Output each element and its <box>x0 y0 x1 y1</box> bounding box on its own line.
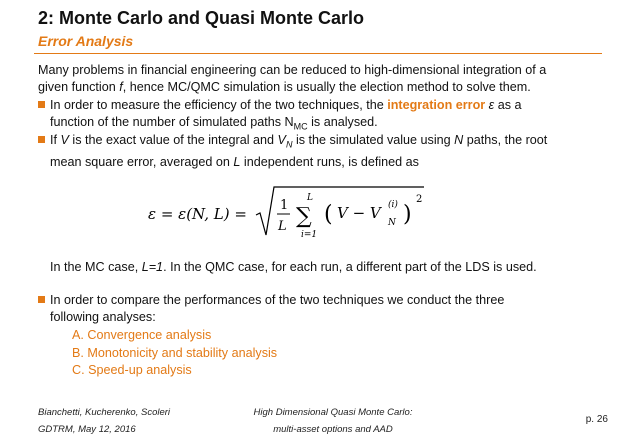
formula-lhs: ε = ε(N, L) = <box>148 205 247 223</box>
vn-symbol: V <box>277 133 286 147</box>
left-paren: ( <box>324 202 333 227</box>
bullet-2-text-c: is the simulated value using <box>292 133 455 147</box>
epsilon-symbol: ε <box>488 98 495 112</box>
nmc-subscript: MC <box>293 121 308 132</box>
footer-talk-line-1: High Dimensional Quasi Monte Carlo: <box>253 407 413 418</box>
footer-talk-title <box>248 404 418 438</box>
power-exponent: 2 <box>416 194 423 205</box>
page-number: p. 26 <box>585 414 608 425</box>
term-superscript: (i) <box>388 200 398 210</box>
bullet-1-line-1 <box>38 97 522 114</box>
mc-note-text: In the MC case, <box>50 260 142 274</box>
l-equals-one: L=1 <box>141 260 164 274</box>
bullet-square-icon <box>38 101 45 108</box>
bullet-3-text: In order to compare the performances of the two techniques we conduct the three <box>50 293 505 307</box>
sum-upper-limit: L <box>307 193 313 203</box>
bullet-3-line-2: following analyses: <box>50 310 156 324</box>
right-paren: ) <box>403 202 412 227</box>
list-item: A. Convergence analysis <box>72 328 212 342</box>
sum-lower-limit: i=1 <box>301 230 318 240</box>
intro-text-end: , hence MC/QMC simulation is usually the election method to solve them. <box>122 80 531 94</box>
bullet-1-text-2: function of the number of simulated paths N <box>50 115 294 129</box>
bullet-square-icon <box>38 136 45 143</box>
bullet-2-text-b: is the exact value of the integral and <box>68 133 278 147</box>
bullet-2-line-1 <box>38 132 547 154</box>
l-symbol: L <box>233 154 241 169</box>
sum-sign: ∑ <box>296 204 312 229</box>
slide-title: 2: Monte Carlo and Quasi Monte Carlo <box>38 8 365 28</box>
vn-subscript: N <box>285 139 293 150</box>
fraction-numerator: 1 <box>280 198 289 213</box>
mc-case-note <box>50 259 537 276</box>
footer-authors-block <box>38 404 170 438</box>
intro-text: given function <box>38 80 120 94</box>
integration-error-highlight: integration error <box>387 98 486 112</box>
bullet-2-text-e: mean square error, averaged on <box>50 154 234 169</box>
slide-subtitle: Error Analysis <box>38 33 134 49</box>
bullet-1-text-end: as a <box>494 98 522 112</box>
intro-line-2 <box>38 79 546 96</box>
bullet-2-line-2 <box>38 154 547 171</box>
bullet-1-text: In order to measure the efficiency of the two techniques, the <box>50 98 388 112</box>
header-divider <box>34 53 602 54</box>
v-symbol: V <box>60 133 69 147</box>
bullet-1-text-3: is analysed. <box>307 115 378 129</box>
bullet-integration-error <box>38 97 522 136</box>
list-item: C. Speed-up analysis <box>72 363 192 377</box>
intro-paragraph <box>38 62 546 96</box>
formula-term: V − V <box>337 204 381 222</box>
bullet-2-text: If <box>50 133 61 147</box>
mc-note-text-end: . In the QMC case, for each run, a different part of the LDS is used. <box>163 260 537 274</box>
bullet-3-line-1 <box>38 292 504 309</box>
analyses-list <box>72 327 277 380</box>
bullet-2-text-d: paths, the root <box>463 133 548 147</box>
list-item: B. Monotonicity and stability analysis <box>72 345 278 360</box>
term-subscript: N <box>388 218 396 228</box>
footer-authors: Bianchetti, Kucherenko, Scoleri <box>38 407 171 418</box>
bullet-rmse-definition <box>38 132 547 171</box>
rmse-formula <box>148 185 428 241</box>
bullet-2-text-f: independent runs, is defined as <box>240 154 419 169</box>
fraction-denominator: L <box>278 219 287 234</box>
bullet-analyses <box>38 292 504 326</box>
footer-event: GDTRM, May 12, 2016 <box>38 424 136 435</box>
intro-line-1: Many problems in financial engineering can be reduced to high-dimensional integration of a <box>38 63 547 77</box>
bullet-square-icon <box>38 296 45 303</box>
n-symbol: N <box>454 133 464 147</box>
function-symbol: f <box>119 80 123 94</box>
footer-talk-line-2: multi-asset options and AAD <box>273 424 393 435</box>
